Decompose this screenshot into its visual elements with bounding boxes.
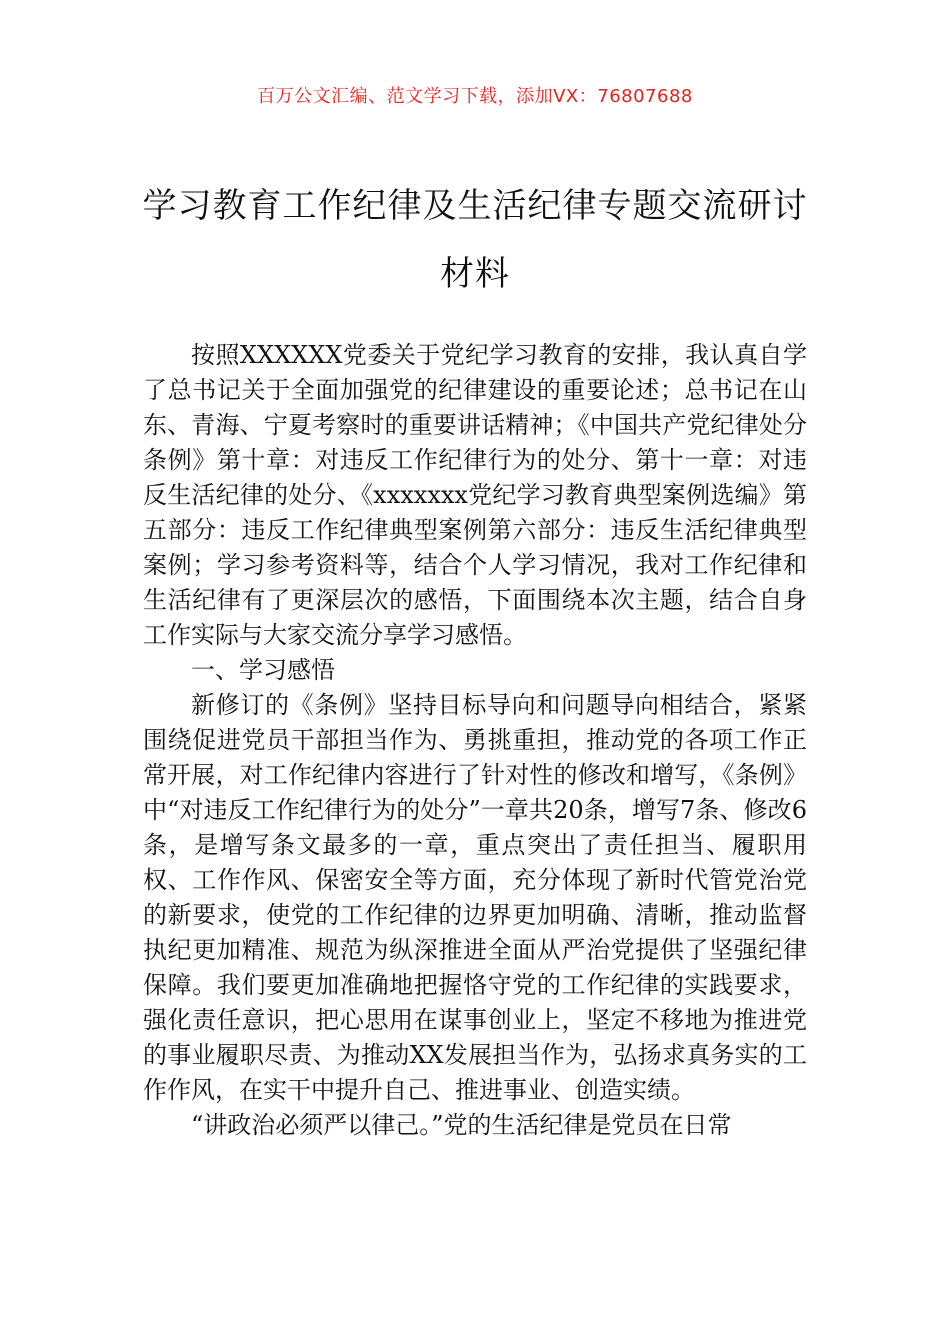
section-heading-learning-insights: 一、学习感悟 xyxy=(191,656,335,684)
paragraph-life-discipline: “讲政治必须严以律己。”党的生活纪律是党员在日常 xyxy=(191,1111,732,1139)
paragraph-work-discipline: 新修订的《条例》坚持目标导向和问题导向相结合，紧紧围绕促进党员干部担当作为、勇挑重担，推动党的各项工作正常开展，对工作纪律内容进行了针对性的修改和增写，《条例》中“对违反工作纪律行为的处分”一章共20条，增写7条、修改6条，是增写条文最多的一章，重点突出了责任担当、履职用权、工作作风、保密安全等方面，充分体现了新时代管党治党的新要求，使党的工作纪律的边界更加明确、清晰，推动监督执纪更加精准、规范为纵深推进全面从严治党提供了坚强纪律保障。我们要更加准确地把握恪守党的工作纪律的实践要求，强化责任意识，把心思用在谋事创业上，坚定不移地为推进党的事业履职尽责、为推动XX发展担当作为，弘扬求真务实的工作作风，在实干中提升自己、推进事业、创造实绩。 xyxy=(143,691,807,1104)
document-title: 学习教育工作纪律及生活纪律专题交流研讨材料 xyxy=(142,186,808,294)
document-body xyxy=(143,338,807,1143)
paragraph-intro: 按照XXXXXX党委关于党纪学习教育的安排，我认真自学了总书记关于全面加强党的纪律建设的重要论述；总书记在山东、青海、宁夏考察时的重要讲话精神；《中国共产党纪律处分条例》第十章：对违反工作纪律行为的处分、第十一章：对违反生活纪律的处分、《xxxxxxx党纪学习教育典型案例选编》第五部分：违反工作纪律典型案例第六部分：违反生活纪律典型案例；学习参考资料等，结合个人学习情况，我对工作纪律和生活纪律有了更深层次的感悟，下面围绕本次主题，结合自身工作实际与大家交流分享学习感悟。 xyxy=(143,341,807,649)
header-note: 百万公文汇编、范文学习下载，添加VX：76807688 xyxy=(257,86,693,107)
